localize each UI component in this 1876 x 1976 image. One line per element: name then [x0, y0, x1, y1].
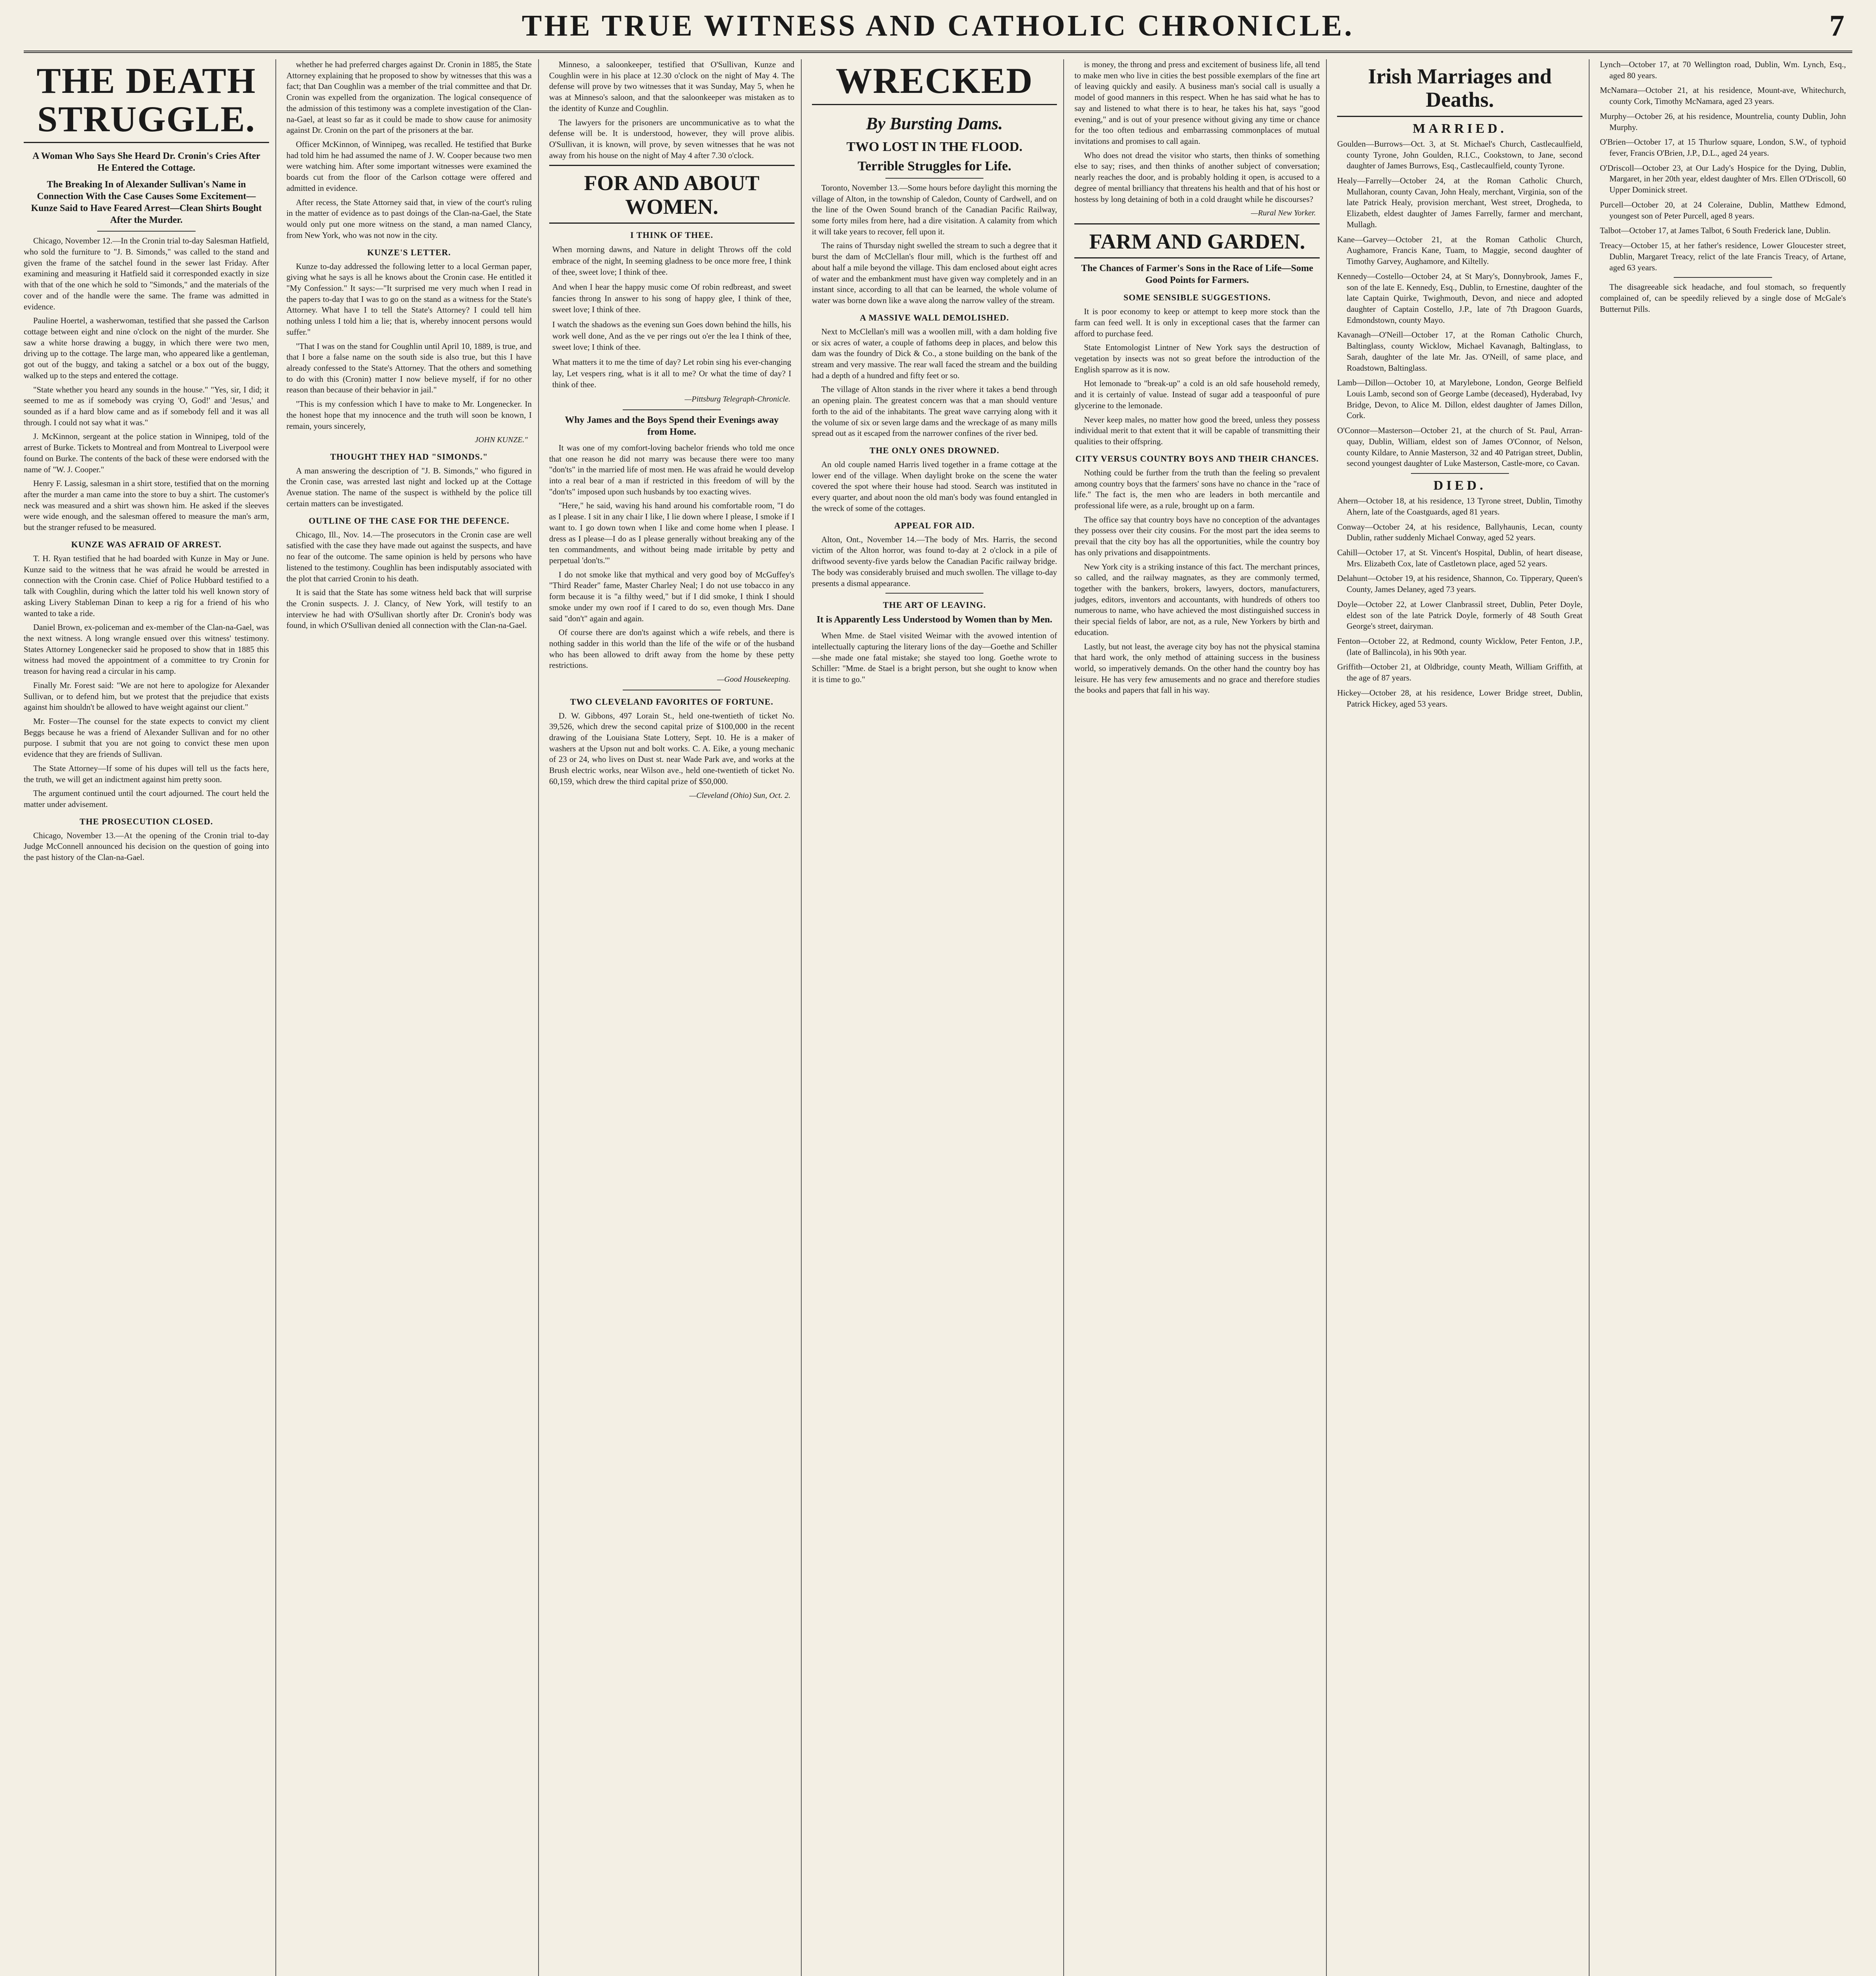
masthead — [24, 7, 1852, 53]
subheading: CITY VERSUS COUNTRY BOYS AND THEIR CHANCES. — [1075, 453, 1319, 464]
paragraph: Chicago, November 12.—In the Cronin trial to-day Salesman Hatfield, who sold the furniture to "J. B. Simonds," was called to the stand and given the frame of the satchel found in the sewer last Friday. After examining and measuring it Hatfield said it corresponded exactly in size with that of the one which he sold to "Simonds," and the materials of the cover and of the handle were the same. The frame was admitted in evidence. — [24, 236, 269, 311]
death-notice: Delahunt—October 19, at his residence, Shannon, Co. Tipperary, Queen's County, James Delaney, aged 73 years. — [1337, 573, 1583, 594]
death-notice: Fenton—October 22, at Redmond, county Wicklow, Peter Fenton, J.P., (late of Ballincola), in his 90th year. — [1337, 636, 1583, 657]
marriage-notice: Kavanagh—O'Neill—October 17, at the Roman Catholic Church, Baltinglass, county Wicklow, Michael Kavanagh, Baltinglass, to Sarah, daughter of the late Mr. Jas. O'Neill, of same place, and Roadstown, Baltinglass. — [1337, 330, 1583, 373]
subheading: THE PROSECUTION CLOSED. — [79, 816, 213, 826]
deck: It is Apparently Less Understood by Women than by Men. — [816, 615, 1053, 625]
subheading: Why James and the Boys Spend their Evenings away from Home. — [565, 415, 779, 437]
column-2 — [286, 59, 539, 1976]
paragraph: Chicago, Ill., Nov. 14.—The prosecutors in the Cronin case are well satisfied with the case they have made out against the suspects, and have no fear of the outcome. The same opinion is held by persons who have listened to the testimony. Coughlin has been indisputably associated with the plot that carried Cronin to his death. — [286, 530, 532, 583]
subheading: KUNZE'S LETTER. — [367, 247, 451, 257]
subheading: A MASSIVE WALL DEMOLISHED. — [860, 312, 1009, 322]
death-notice: Talbot—October 17, at James Talbot, 6 South Frederick lane, Dublin. — [1600, 226, 1831, 236]
advertisement: The disagreeable sick headache, and foul stomach, so frequently complained of, can be speedily relieved by a single dose of McGale's Butternut Pills. — [1600, 282, 1846, 314]
paragraph: The village of Alton stands in the river where it takes a bend through an opening plain. The greatest concern was that a man should venture forth to the aid of the inhabitants. The great wave carrying along with it the volume of six or seven large dams and the wreckage of as many mills spread out as it escaped from the narrower confines of the river bed. — [812, 385, 1057, 438]
paragraph: Next to McClellan's mill was a woollen mill, with a dam holding five or six acres of water, a couple of fathoms deep in places, and below this dam was the foundry of Dick & Co., a stone building on the bank of the stream and very massive. The rear wall faced the stream and the building had a depth of a hundred and fifty feet or so. — [812, 326, 1057, 380]
paragraph: The State Attorney—If some of his dupes will tell us the facts here, the truth, we will get an indictment against him pretty soon. — [24, 763, 269, 784]
headline-terrible-struggles: Terrible Struggles for Life. — [857, 158, 1011, 173]
marriage-notice: O'Connor—Masterson—October 21, at the church of St. Paul, Arran-quay, Dublin, William, eldest son of James O'Connor, of Nelson, county Kildare, to Annie Masterson, 32 and 40 Patrigan street, Dublin, second youngest daughter of Luke Masterson, Castle-more, co Cavan. — [1337, 426, 1583, 468]
divider — [97, 231, 195, 232]
paragraph: Who does not dread the visitor who starts, then thinks of something else to say; rises, and then thinks of another subject of conversation; nearly reaches the door, and is probably holding it open, is accused to a degree of mental brilliancy that threatens his health and that of his host or hostess by long detaining of both in a cold draught while he discourses? — [1074, 150, 1320, 204]
credit: —Cleveland (Ohio) Sun, Oct. 2. — [689, 791, 791, 800]
headline-wrecked: WRECKED — [812, 62, 1057, 105]
column-3 — [549, 59, 802, 1976]
divider — [1674, 277, 1772, 278]
paragraph: It is poor economy to keep or attempt to keep more stock than the farm can feed well. It is only in exceptional cases that the farmer can afford to purchase feed. — [1074, 307, 1320, 338]
column-7 — [1600, 59, 1852, 1976]
divider — [549, 165, 795, 166]
headline-death-struggle: THE DEATH STRUGGLE. — [24, 62, 269, 143]
poem-credit: —Pittsburg Telegraph-Chronicle. — [684, 395, 791, 404]
paragraph: whether he had preferred charges against Dr. Cronin in 1885, the State Attorney explaining that he proposed to show by witnesses that this was a fact; that Dan Coughlin was a member of the trial committee and that Dr. Cronin was expelled from the organization. The logical consequence of the admission of this testimony was a complete investigation of the Clan-na-Gael, at least so far as it could be made to show cause for animosity against Dr. Cronin on the part of the prisoners at the bar. — [286, 60, 532, 135]
paragraph: Daniel Brown, ex-policeman and ex-member of the Clan-na-Gael, was the next witness. A long wrangle ensued over this witness' testimony. States Attorney Longenecker said he proposed to show that in 1885 this witness had moved the appointment of a committee to try Cronin for treason for having read a circular in his camp. — [24, 622, 269, 676]
paragraph: Pauline Hoertel, a washerwoman, testified that she passed the Carlson cottage between eight and nine o'clock on the night of the murder. She saw a white horse drawing a buggy, in which there were two men, driving up to the cottage. The large man, who appeared like a gentleman, got out of the buggy, and taking a satchel or a box out of the buggy, walked up to the steps and entered the cottage. — [24, 316, 269, 380]
subheading: APPEAL FOR AID. — [894, 520, 975, 530]
paragraph: New York city is a striking instance of this fact. The merchant princes, so called, and the railway magnates, as they are commonly termed, together with the bankers, brokers, lawyers, doctors, manufacturers, judges, editors, inventors and accountants, with hundreds of others too numerous to name, who have achieved the most distinguished success in their special fields of labor, are not, as a rule, New Yorkers by birth and education. — [1074, 562, 1320, 637]
deck: TWO LOST IN THE FLOOD. — [846, 139, 1023, 154]
death-notice: O'Driscoll—October 23, at Our Lady's Hospice for the Dying, Dublin, Margaret, in her 20th year, eldest daughter of Mrs. Ellen O'Driscoll, 60 Upper Dominick street. — [1600, 163, 1846, 195]
death-notice: Treacy—October 15, at her father's residence, Lower Gloucester street, Dublin, Margaret Treacy, relict of the late Francis Treacy, of Artane, aged 63 years. — [1600, 241, 1846, 272]
paragraph: Lastly, but not least, the average city boy has not the physical stamina that hard work, the only method of attaining success in the business world, so imperatively demands. On the other hand the country boy has leisure. He has very few amusements and no grace and therefore studies the books and papers that fall in his way. — [1074, 641, 1320, 695]
paragraph: Hot lemonade to "break-up" a cold is an old safe household remedy, and it is certainly of value. Instead of sugar add a teaspoonful of pure glycerine to the lemonade. — [1074, 379, 1320, 410]
divider — [885, 178, 983, 179]
headline-irish-marriages-deaths: Irish Marriages and Deaths. — [1368, 64, 1552, 112]
poem-title: I THINK OF THEE. — [630, 230, 714, 240]
paragraph: Officer McKinnon, of Winnipeg, was recalled. He testified that Burke had told him he had assumed the name of J. W. Cooper because two men were watching him. After some important witnesses were examined the boards cut from the floor of the Carlson cottage were offered and admitted in evidence. — [286, 140, 532, 193]
paragraph: The lawyers for the prisoners are uncommunicative as to what the defense will be. It is understood, however, they will prove alibis. O'Sullivan, it is known, will prove, by seven witnesses that he was not away from his house on the night of May 4 after 7.30 o'clock. — [549, 117, 795, 160]
paragraph: Kunze to-day addressed the following letter to a local German paper, giving what he says is all he knows about the Cronin case. He entitled it "My Confession." It says:—"It surprised me very much when I read in the papers to-day that I was to go on the stand as a witness for the State's Attorney. What have I to tell the State's Attorney? I could tell him nothing unless I told him a lie; that is, whereby innocent persons would suffer." — [286, 261, 532, 337]
paragraph: I do not smoke like that mythical and very good boy of McGuffey's "Third Reader" fame, Master Charley Neal; I do not use tobacco in any form because it is "a filthy weed," but if I did smoke, I think I should smoke under my own roof if I cared to do so, even though Mrs. Dane said "don't" again and again. — [549, 569, 795, 623]
subheading: THOUGHT THEY HAD "SIMONDS." — [330, 451, 488, 462]
paragraph: T. H. Ryan testified that he had boarded with Kunze in May or June. Kunze said to the witness that he was afraid he would be arrested in connection with the Cronin case. Chief of Police Hubbard testified to a talk with Coughlin, during which the latter told his well known story of asking Livery Stableman Dinan to keep a rig for a friend of his who wanted to take a ride. — [24, 553, 269, 618]
paragraph: "State whether you heard any sounds in the house." "Yes, sir, I did; it seemed to me as if somebody was crying 'O, God!' and 'Jesus,' and sounded as if a hard blow came and as if somebody fell and it was all through. I could not say what it was." — [24, 385, 269, 427]
page-columns — [24, 59, 1852, 1976]
deck: A Woman Who Says She Heard Dr. Cronin's Cries After He Entered the Cottage. — [32, 151, 260, 173]
paragraph: A man answering the description of "J. B. Simonds," who figured in the Cronin case, was arrested last night and locked up at the Cottage Avenue station. The name of the suspect is withheld by the police till certain matters can be investigated. — [286, 466, 532, 508]
paragraph: After recess, the State Attorney said that, in view of the court's ruling in the matter of evidence as to past doings of the Clan-na-Gael, the State would only put one more witness on the stand, a man named Clancy, from New York, who was not now in the city. — [286, 197, 532, 240]
paragraph: An old couple named Harris lived together in a frame cottage at the lower end of the village. When daylight broke on the scene the water covered the spot where their house had stood. Search was instituted in every quarter, and about noon the old man's body was found entangled in the wreck of some of the cottages. — [812, 460, 1057, 513]
marriage-notice: Kane—Garvey—October 21, at the Roman Catholic Church, Aughamore, Francis Kane, Tuam, to Maggie, second daughter of Timothy Garvey, Aughamore, and Kiltelly. — [1337, 234, 1583, 266]
death-notice: Purcell—October 20, at 24 Coleraine, Dublin, Matthew Edmond, youngest son of Peter Purcell, aged 8 years. — [1600, 200, 1846, 221]
paragraph: Minneso, a saloonkeeper, testified that O'Sullivan, Kunze and Coughlin were in his place at 12.30 o'clock on the night of May 4. The defense will prove by two witnesses that it was Sunday, May 5, when he was at Minneso's saloon, and that the saloonkeeper was mistaken as to the identity of Kunze and Coughlin. — [549, 60, 795, 113]
paragraph: It was one of my comfort-loving bachelor friends who told me once that one reason he did not marry was because there were too many "don'ts" in the married life of most men. He was afraid he would develop into a real bear of a man if restricted in this freedom of will by the "don'ts" imposed upon such husbands by too exacting wives. — [549, 443, 795, 496]
paragraph: When Mme. de Stael visited Weimar with the avowed intention of intellectually capturing the literary lions of the day—Goethe and Schiller—she made one fatal mistake; she stayed too long. Goethe wrote to Schiller: "Mme. de Stael is a bright person, but she ought to know when it is time to go." — [812, 631, 1057, 684]
paragraph: "Here," he said, waving his hand around his comfortable room, "I do as I please. I sit in any chair I like, I lie down where I please, I smoke if I want to. I go down town when I like and come home when I please. I dress as I please—I do as I please generally without breaking any of the ten commandments, and without being made irritable by petty and perpetual 'don'ts.'" — [549, 501, 795, 565]
divider — [885, 593, 983, 594]
poem-stanza: And when I hear the happy music come Of robin redbreast, and sweet fancies throng In answer to his song of happy glee, I think of thee, sweet love; I think of thee. — [552, 282, 791, 314]
divider — [623, 409, 721, 410]
death-notice: Lynch—October 17, at 70 Wellington road, Dublin, Wm. Lynch, Esq., aged 80 years. — [1600, 60, 1846, 80]
deck: The Chances of Farmer's Sons in the Race of Life—Some Good Points for Farmers. — [1081, 263, 1313, 286]
column-5 — [1074, 59, 1327, 1976]
paragraph: Nothing could be further from the truth than the feeling so prevalent among country boys that the farmers' sons have no chance in the "race of life." The fact is, the men who are leaders in both mercantile and professional life were, as a rule, brought up on a farm. — [1074, 468, 1320, 510]
death-notice: Conway—October 24, at his residence, Ballyhaunis, Lecan, county Dublin, rather suddenly Michael Conway, aged 52 years. — [1337, 522, 1583, 543]
divider — [549, 222, 795, 224]
marriage-notice: Kennedy—Costello—October 24, at St Mary's, Donnybrook, James F., son of the late E. Kennedy, Esq., Dublin, to Ernestine, daughter of the late Captain Quirke, Twighmouth, Devon, and niece and adopted daughter of Captain Costello, J.P., late of 7th Dragoon Guards, Edmondstown, county Mayo. — [1337, 271, 1583, 325]
page-number: 7 — [1829, 9, 1844, 42]
paragraph: J. McKinnon, sergeant at the police station in Winnipeg, told of the arrest of Burke. Tickets to Montreal and from Montreal to Liverpool were found on Burke. The contents of the back of these were endorsed with the name of "W. J. Cooper." — [24, 432, 269, 474]
section-married: MARRIED. — [1413, 121, 1507, 136]
subheading: SOME SENSIBLE SUGGESTIONS. — [1123, 292, 1271, 303]
death-notice: Cahill—October 17, at St. Vincent's Hospital, Dublin, of heart disease, Mrs. Elizabeth Cox, late of Castletown place, aged 52 years. — [1337, 547, 1583, 568]
subheading: KUNZE WAS AFRAID OF ARREST. — [71, 539, 222, 549]
column-6 — [1337, 59, 1590, 1976]
paragraph: is money, the throng and press and excitement of business life, all tend to make men who live in cities the best possible exemplars of the fine art of leaving quickly and easily. A business man's social call is usually a model of good manners in this respect. When he has said what he has to say and listened to what there is to hear, he takes his hat, says "good evening," and is out of your presence without giving any time or chance for the too often tedious and embarrassing commonplaces of mutual invitations and promises to call again. — [1074, 60, 1320, 146]
paragraph: D. W. Gibbons, 497 Lorain St., held one-twentieth of ticket No. 39,526, which drew the second capital prize of $100,000 in the recent drawing of the Louisiana State Lottery, Sept. 10. He is a maker of washers at the Upson nut and bolt works. C. A. Eike, a young mechanic of 23 or 24, who lives on Dust st. near Wade Park ave, and works at the Brush electric works, near Wilson ave., held one-twentieth of ticket No. 60,159, which drew the third capital prize of $50,000. — [549, 711, 795, 786]
paragraph: Finally Mr. Forest said: "We are not here to apologize for Alexander Sullivan, or to defend him, but we protest that the prejudice that exists against him shouldn't be allowed to have weight against our client." — [24, 680, 269, 712]
death-notice: Griffith—October 21, at Oldbridge, county Meath, William Griffith, at the age of 87 years. — [1337, 662, 1583, 683]
paragraph: It is said that the State has some witness held back that will surprise the Cronin suspects. J. J. Clancy, of New York, will testify to an interview he had with O'Sullivan shortly after Dr. Cronin's body was found, in which O'Sullivan denied all connection with the Clan-na-Gael. — [286, 588, 532, 630]
credit: —Rural New Yorker. — [1251, 209, 1316, 218]
death-notice: Murphy—October 26, at his residence, Mountrelia, county Dublin, John Murphy. — [1600, 111, 1846, 132]
death-notice: Doyle—October 22, at Lower Clanbrassil street, Dublin, Peter Doyle, eldest son of the late Patrick Doyle, formerly of 48 South Great George's street, dairyman. — [1337, 599, 1583, 631]
divider — [1074, 223, 1320, 224]
death-notice: Ahern—October 18, at his residence, 13 Tyrone street, Dublin, Timothy Ahern, late of the Coastguards, aged 81 years. — [1337, 496, 1583, 517]
divider — [1337, 116, 1582, 117]
paragraph: State Entomologist Lintner of New York says the destruction of vegetation by insects was not so great before the introduction of the English sparrow as it is now. — [1074, 343, 1320, 374]
death-notice: Hickey—October 28, at his residence, Lower Bridge street, Dublin, Patrick Hickey, aged 53 years. — [1337, 688, 1583, 709]
paragraph: The office say that country boys have no conception of the advantages they possess over their city cousins. For the most part the idea seems to prevail that the city boy has all the opportunities, while the country boy has only privations and disappointments. — [1074, 515, 1320, 557]
credit: —Good Housekeeping. — [717, 675, 791, 684]
divider — [1411, 473, 1509, 474]
subheading: TWO CLEVELAND FAVORITES OF FORTUNE. — [570, 696, 774, 707]
headline-farm-and-garden: FARM AND GARDEN. — [1089, 229, 1305, 253]
marriage-notice: Lamb—Dillon—October 10, at Marylebone, London, George Belfield Louis Lamb, second son of George Lambe (deceased), Hyderabad, Ivy Bridge, Devon, to Alice M. Dillon, eldest daughter of James Dillon, Cork. — [1337, 378, 1583, 420]
paragraph: Mr. Foster—The counsel for the state expects to convict my client Beggs because he was a friend of Alexander Sullivan and for no other purpose. I submit that you are not going to convict these men upon evidence that they are friends of Sullivan. — [24, 716, 269, 759]
paragraph: Henry F. Lassig, salesman in a shirt store, testified that on the morning after the murder a man came into the store to buy a shirt. The customer's neck was measured and a shirt was shown him. He asked if the sleeves were wide enough, and the salesman offered to measure the man's arm, but the stranger refused to be measured. — [24, 479, 269, 532]
paragraph: Of course there are don'ts against which a wife rebels, and there is nothing sadder in this world than the life of the wife or of the husband who has been allowed to drift away from the home by these petty restrictions. — [549, 628, 795, 670]
signature: JOHN KUNZE." — [475, 436, 528, 445]
paragraph: The rains of Thursday night swelled the stream to such a degree that it burst the dam of McClellan's flour mill, which is the furthest off and about half a mile beyond the village. This dam enclosed about eight acres of water and the embankment must have given way completely and in an instant since, according to all that can be learned, the whole volume of water was borne down like a wave along the narrow valley of the stream. — [812, 241, 1057, 305]
paragraph: Alton, Ont., November 14.—The body of Mrs. Harris, the second victim of the Alton horror, was found to-day at 2 o'clock in a pile of driftwood seventy-five yards below the Canadian Pacific railway bridge. The body was considerably bruised and much swollen. The village to-day presents a dismal appearance. — [812, 534, 1057, 588]
marriage-notice: Healy—Farrelly—October 24, at the Roman Catholic Church, Mullahoran, county Cavan, John Healy, merchant, Virginia, son of the late Patrick Healy, provision merchant, West street, Drogheda, to Elizabeth, eldest daughter of James Farrelly, farmer and merchant, Mullagh. — [1337, 176, 1583, 229]
headline-bursting-dams: By Bursting Dams. — [866, 113, 1003, 133]
marriage-notice: Goulden—Burrows—Oct. 3, at St. Michael's Church, Castlecaulfield, county Tyrone, John Goulden, R.I.C., Cookstown, to Jane, second daughter of James Burrows, Esq., Castlecaulfield, county Tyrone. — [1337, 139, 1583, 171]
paragraph: Chicago, November 13.—At the opening of the Cronin trial to-day Judge McConnell announced his decision on the question of going into the past history of the Clan-na-Gael. — [24, 830, 269, 862]
death-notice: O'Brien—October 17, at 15 Thurlow square, London, S.W., of typhoid fever, Francis O'Brien, J.P., D.L., aged 24 years. — [1600, 137, 1846, 158]
poem — [552, 244, 791, 390]
section-died: DIED. — [1433, 478, 1486, 493]
death-notice: McNamara—October 21, at his residence, Mount-ave, Whitechurch, county Cork, Timothy McNamara, aged 23 years. — [1600, 85, 1846, 106]
newspaper-title: THE TRUE WITNESS AND CATHOLIC CHRONICLE. — [522, 9, 1354, 42]
paragraph: "That I was on the stand for Coughlin until April 10, 1889, is true, and that I bore a false name on the south side is also true, but this I have already confessed to the State's Attorney. That the others and something to do with this (Cronin) matter I now believe myself, if for no other reason than because of their behavior in jail." — [286, 341, 532, 395]
paragraph: Toronto, November 13.—Some hours before daylight this morning the village of Alton, in the township of Caledon, County of Cardwell, and on the line of the Owen Sound branch of the Canadian Pacific Railway, some forty miles from here, had a dire visitation. A calamity from which it will take years to recover, fell upon it. — [812, 183, 1057, 236]
headline-for-and-about-women: FOR AND ABOUT WOMEN. — [584, 171, 760, 219]
divider — [1074, 257, 1320, 258]
paragraph: Never keep males, no matter how good the breed, unless they possess individual merit to that extent that it will be capable of transmitting their qualities to their offspring. — [1074, 415, 1320, 447]
subheading: OUTLINE OF THE CASE FOR THE DEFENCE. — [309, 515, 510, 526]
subheading: THE ART OF LEAVING. — [883, 600, 986, 610]
poem-stanza: What matters it to me the time of day? Let robin sing his ever-changing lay, Let vespers ring, what is it all to me? Or what the time of day? I think of thee. — [552, 357, 791, 390]
column-1 — [24, 59, 276, 1976]
paragraph: "This is my confession which I have to make to Mr. Longenecker. In the honest hope that my innocence and the truth will soon be known, I remain, yours sincerely, — [286, 399, 532, 431]
subheading: THE ONLY ONES DROWNED. — [869, 445, 1000, 455]
paragraph: The argument continued until the court adjourned. The court held the matter under advisement. — [24, 788, 269, 809]
poem-stanza: When morning dawns, and Nature in delight Throws off the cold embrace of the night, In seeming gladness to be once more free, I think of thee, sweet love; I think of thee. — [552, 245, 791, 277]
column-4 — [812, 59, 1064, 1976]
subdeck: The Breaking In of Alexander Sullivan's Name in Connection With the Case Causes Some Excitement—Kunze Said to Have Feared Arrest—Clean Shirts Bought After the Murder. — [31, 179, 262, 226]
poem-stanza: I watch the shadows as the evening sun Goes down behind the hills, his work well done, And as the ve per rings out o'er the lea I think of thee, sweet love; I think of thee. — [552, 320, 791, 352]
